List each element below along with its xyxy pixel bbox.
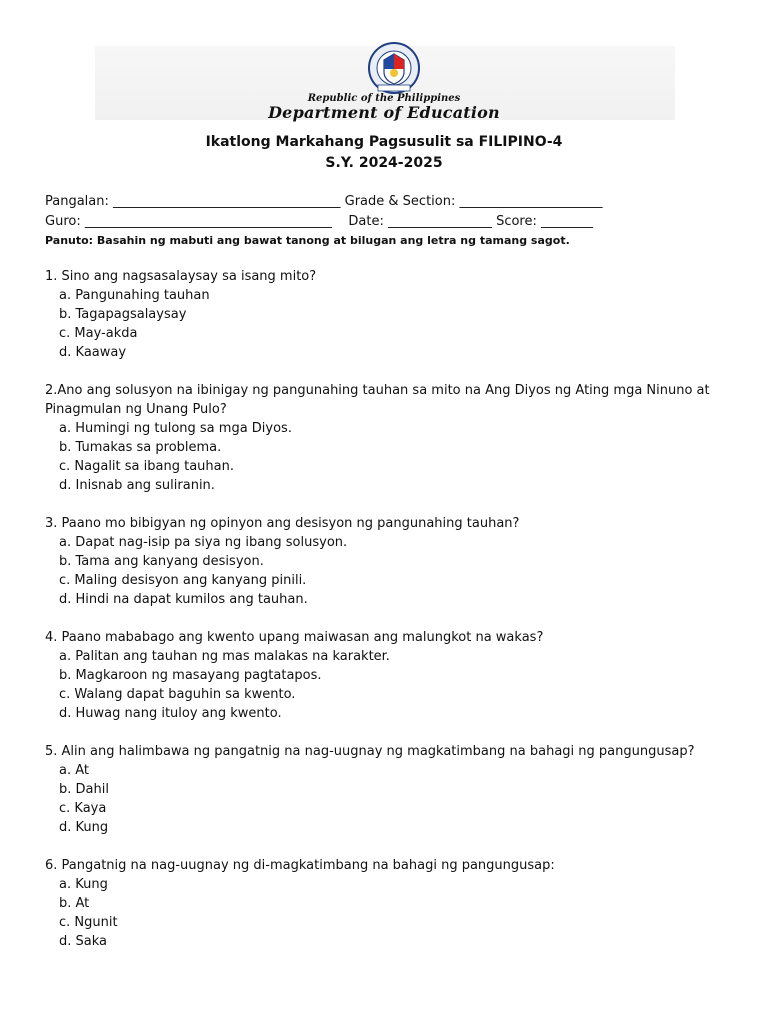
question-6 (45, 856, 735, 951)
question-text: 2.Ano ang solusyon na ibinigay ng pangunahing tauhan sa mito na Ang Diyos ng Ating mga Ninuno at Pinagmulan ng Unang Pulo? (45, 383, 710, 417)
republic-label: Republic of the Philippines (307, 93, 461, 104)
department-label: Department of Education (268, 103, 500, 122)
answer-choice-c: c. Nagalit sa ibang tauhan. (59, 459, 234, 474)
question-text: 6. Pangatnig na nag-uugnay ng di-magkatimbang na bahagi ng pangungusap: (45, 858, 555, 873)
answer-choice-b: b. At (59, 896, 90, 911)
school-year: S.Y. 2024-2025 (325, 155, 443, 171)
answer-choice-a: a. Pangunahing tauhan (59, 288, 210, 303)
answer-choice-d: d. Huwag nang ituloy ang kwento. (59, 706, 282, 721)
question-text: 4. Paano mababago ang kwento upang maiwasan ang malungkot na wakas? (45, 630, 544, 645)
answer-choice-d: d. Saka (59, 934, 108, 949)
answer-choice-b: b. Tagapagsalaysay (59, 307, 187, 322)
answer-choice-b: b. Tumakas sa problema. (59, 440, 222, 455)
answer-choice-a: a. At (59, 763, 89, 778)
answer-choice-b: b. Magkaroon ng masayang pagtatapos. (59, 668, 322, 683)
question-3 (45, 514, 735, 609)
answer-choice-d: d. Inisnab ang suliranin. (59, 478, 215, 493)
instructions: Panuto: Basahin ng mabuti ang bawat tanong at bilugan ang letra ng tamang sagot. (45, 234, 570, 247)
question-2 (45, 381, 735, 495)
answer-choice-b: b. Tama ang kanyang desisyon. (59, 554, 264, 569)
question-text: 5. Alin ang halimbawa ng pangatnig na nag-uugnay ng magkatimbang na bahagi ng pangungusap? (45, 744, 695, 759)
question-text: 3. Paano mo bibigyan ng opinyon ang desisyon ng pangunahing tauhan? (45, 516, 520, 531)
question-4 (45, 628, 735, 723)
answer-choice-c: c. Kaya (59, 801, 107, 816)
question-5 (45, 742, 735, 837)
answer-choice-d: d. Hindi na dapat kumilos ang tauhan. (59, 592, 308, 607)
exam-title: Ikatlong Markahang Pagsusulit sa FILIPINO-4 (205, 134, 563, 150)
answer-choice-c: c. May-akda (59, 326, 138, 341)
answer-choice-d: d. Kung (59, 820, 109, 835)
answer-choice-a: a. Kung (59, 877, 108, 892)
answer-choice-a: a. Humingi ng tulong sa mga Diyos. (59, 421, 292, 436)
answer-choice-a: a. Palitan ang tauhan ng mas malakas na karakter. (59, 649, 390, 664)
answer-choice-d: d. Kaaway (59, 345, 127, 360)
question-list (45, 267, 735, 970)
deped-header (0, 42, 768, 122)
answer-choice-b: b. Dahil (59, 782, 109, 797)
answer-choice-c: c. Walang dapat baguhin sa kwento. (59, 687, 296, 702)
question-1 (45, 267, 735, 362)
deped-seal-icon (358, 42, 430, 96)
student-info-line: Pangalan: ___________________________________ Grade & Section: ______________________ (45, 194, 603, 209)
answer-choice-c: c. Maling desisyon ang kanyang pinili. (59, 573, 307, 588)
answer-choice-c: c. Ngunit (59, 915, 118, 930)
question-text: 1. Sino ang nagsasalaysay sa isang mito? (45, 269, 317, 284)
teacher-info-line: Guro: ______________________________________ Date: ________________ Score: ________ (45, 214, 594, 229)
answer-choice-a: a. Dapat nag-isip pa siya ng ibang solusyon. (59, 535, 348, 550)
